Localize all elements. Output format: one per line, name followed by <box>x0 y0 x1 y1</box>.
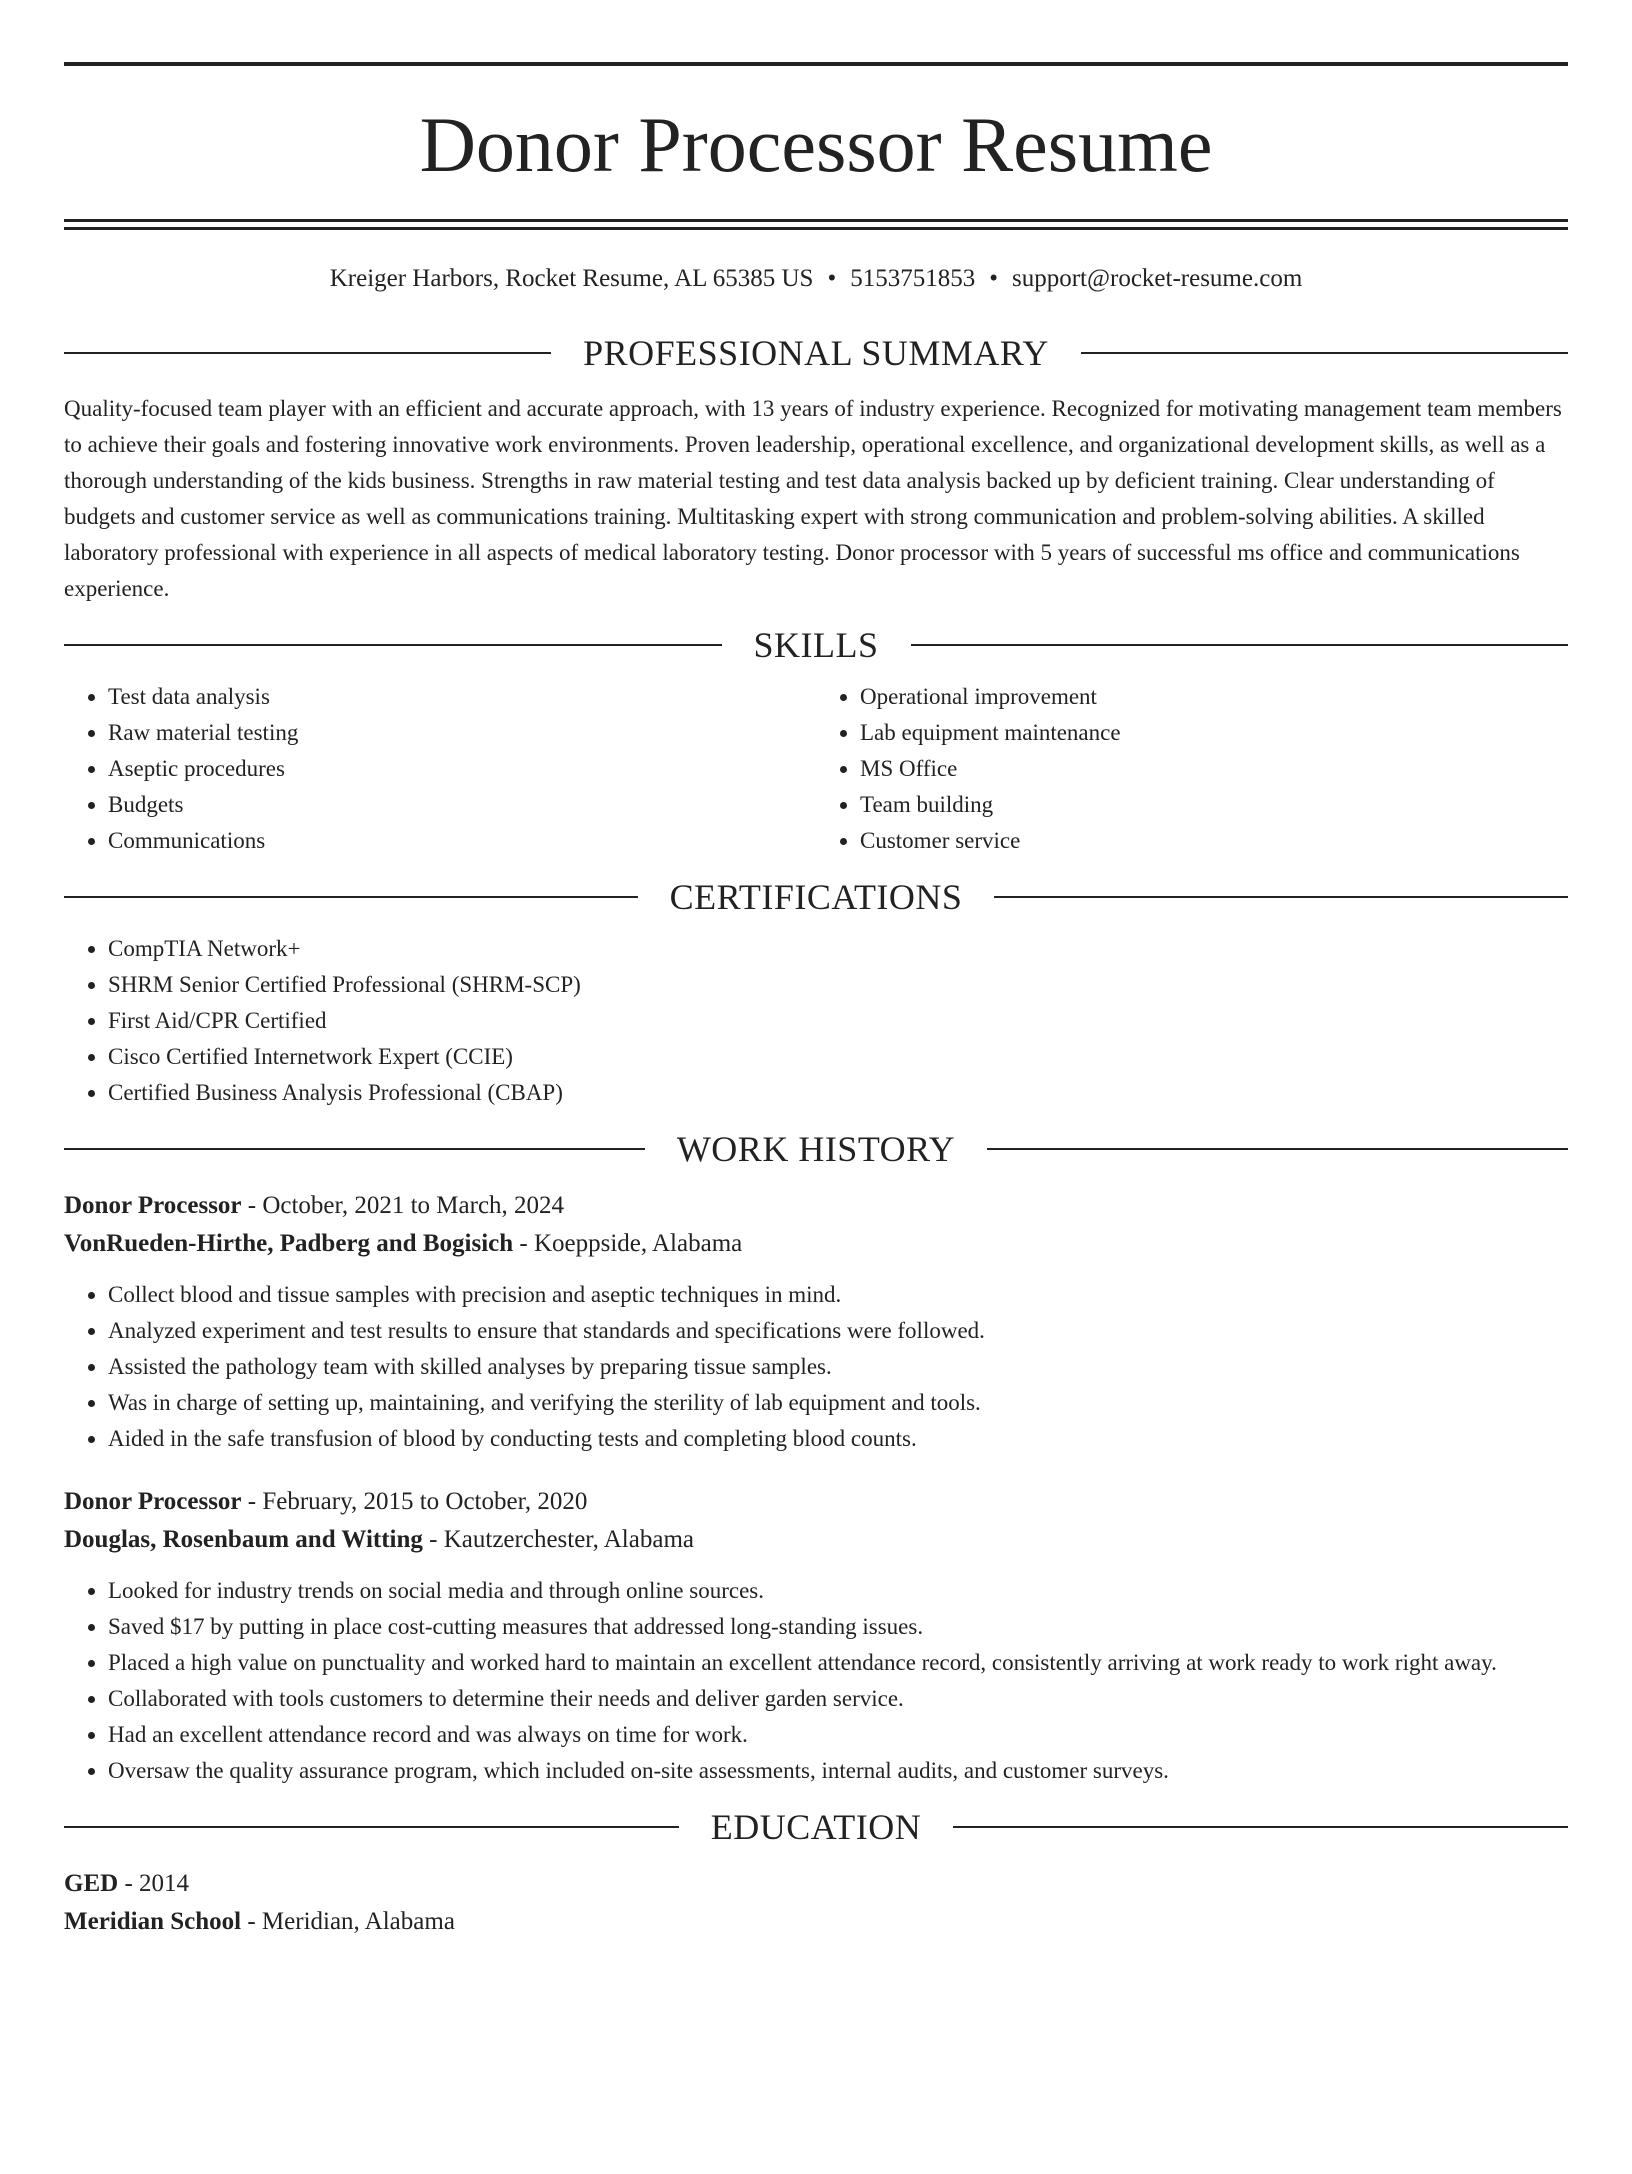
degree-line <box>64 1865 1568 1903</box>
contact-phone[interactable]: 5153751853 <box>850 265 976 292</box>
school: Meridian School <box>64 1908 242 1935</box>
job-title: Donor Processor <box>64 1488 242 1515</box>
job-bullets <box>64 1277 1568 1457</box>
section-header-skills <box>64 627 1568 663</box>
header-rule <box>994 896 1568 898</box>
header-rule <box>64 644 722 646</box>
header-rule <box>1081 352 1568 354</box>
job-title-line <box>64 1483 1568 1521</box>
job-location: - Koeppside, Alabama <box>513 1230 743 1257</box>
header-rule <box>64 1826 679 1828</box>
section-header-work <box>64 1131 1568 1167</box>
skills-list-right <box>816 679 1568 859</box>
section-title-education: EDUCATION <box>710 1807 922 1847</box>
section-title-certifications: CERTIFICATIONS <box>669 877 963 917</box>
skill-item: • Lab equipment maintenance <box>860 715 1568 751</box>
summary-text: Quality-focused team player with an efficient and accurate approach, with 13 years of industry experience. Recognized for motivating management team members to achieve their goals and fostering innovative work environments. Proven leadership, operational excellence, and organizational development skills, as well as a thorough understanding of the kids business. Strengths in raw material testing and test data analysis backed up by deficient training. Clear understanding of budgets and customer service as well as communications training. Multitasking expert with strong communication and problem-solving abilities. A skilled laboratory professional with experience in all aspects of medical laboratory testing. Donor processor with 5 years of successful ms office and communications experience. <box>64 396 1562 601</box>
skill-item: • Team building <box>860 787 1568 823</box>
resume-page <box>0 62 1632 2174</box>
skills-grid <box>64 679 1568 859</box>
header-rule <box>64 896 638 898</box>
contact-email[interactable]: support@rocket-resume.com <box>1011 265 1303 292</box>
job-company-line <box>64 1225 1568 1263</box>
job-bullet: • Assisted the pathology team with skilled analyses by preparing tissue samples. <box>108 1349 1568 1385</box>
header-rule <box>987 1148 1568 1150</box>
job-dates: - October, 2021 to March, 2024 <box>241 1192 565 1219</box>
job-bullet: • Placed a high value on punctuality and worked hard to maintain an excellent attendance record, consistently arriving at work ready to work right away. <box>108 1645 1568 1681</box>
skill-item: • Budgets <box>108 787 816 823</box>
header-rule <box>953 1826 1568 1828</box>
contact-separator: • <box>827 265 837 292</box>
section-title-work: WORK HISTORY <box>676 1129 956 1169</box>
skill-item: • Communications <box>108 823 816 859</box>
job-entry <box>64 1187 1568 1457</box>
section-title-skills: SKILLS <box>753 625 879 665</box>
certification-item: • First Aid/CPR Certified <box>108 1003 1568 1039</box>
job-bullets <box>64 1573 1568 1789</box>
job-bullet: • Collect blood and tissue samples with precision and aseptic techniques in mind. <box>108 1277 1568 1313</box>
title-double-rule <box>64 219 1568 230</box>
skill-item: • Aseptic procedures <box>108 751 816 787</box>
job-bullet: • Had an excellent attendance record and was always on time for work. <box>108 1717 1568 1753</box>
skills-list-left <box>64 679 816 859</box>
certifications-list <box>64 931 1568 1111</box>
job-location: - Kautzerchester, Alabama <box>422 1526 694 1553</box>
job-bullet: • Analyzed experiment and test results to ensure that standards and specifications were followed. <box>108 1313 1568 1349</box>
degree: GED <box>64 1870 119 1897</box>
education-entry <box>64 1865 1568 1941</box>
skill-item: • Operational improvement <box>860 679 1568 715</box>
job-bullet: • Looked for industry trends on social media and through online sources. <box>108 1573 1568 1609</box>
job-title-line <box>64 1187 1568 1225</box>
header-rule <box>64 1148 645 1150</box>
skill-item: • Test data analysis <box>108 679 816 715</box>
job-company: Douglas, Rosenbaum and Witting <box>64 1526 423 1553</box>
school-location: - Meridian, Alabama <box>241 1908 455 1935</box>
job-dates: - February, 2015 to October, 2020 <box>241 1488 588 1515</box>
contact-line <box>64 266 1568 291</box>
job-title: Donor Processor <box>64 1192 242 1219</box>
skill-item: • MS Office <box>860 751 1568 787</box>
certification-item: • CompTIA Network+ <box>108 931 1568 967</box>
section-title-summary: PROFESSIONAL SUMMARY <box>583 333 1049 373</box>
resume-title: Donor Processor Resume <box>419 101 1213 188</box>
job-company: VonRueden-Hirthe, Padberg and Bogisich <box>64 1230 514 1257</box>
job-bullet: • Aided in the safe transfusion of blood by conducting tests and completing blood counts. <box>108 1421 1568 1457</box>
job-entry <box>64 1483 1568 1789</box>
certification-item: • Certified Business Analysis Professional (CBAP) <box>108 1075 1568 1111</box>
contact-address: Kreiger Harbors, Rocket Resume, AL 65385 US <box>329 265 814 292</box>
job-bullet: • Was in charge of setting up, maintaining, and verifying the sterility of lab equipment and tools. <box>108 1385 1568 1421</box>
job-bullet: • Oversaw the quality assurance program, which included on-site assessments, internal audits, and customer surveys. <box>108 1753 1568 1789</box>
certification-item: • SHRM Senior Certified Professional (SHRM-SCP) <box>108 967 1568 1003</box>
top-rule <box>64 62 1568 66</box>
certification-item: • Cisco Certified Internetwork Expert (CCIE) <box>108 1039 1568 1075</box>
section-header-education <box>64 1809 1568 1845</box>
contact-separator: • <box>989 265 998 292</box>
job-company-line <box>64 1521 1568 1559</box>
section-header-certifications <box>64 879 1568 915</box>
job-bullet: • Collaborated with tools customers to determine their needs and deliver garden service. <box>108 1681 1568 1717</box>
school-line <box>64 1903 1568 1941</box>
header-rule <box>911 644 1569 646</box>
header-rule <box>64 352 551 354</box>
skill-item: • Customer service <box>860 823 1568 859</box>
degree-year: - 2014 <box>118 1870 190 1897</box>
skill-item: • Raw material testing <box>108 715 816 751</box>
job-bullet: • Saved $17 by putting in place cost-cutting measures that addressed long-standing issues. <box>108 1609 1568 1645</box>
section-header-summary <box>64 335 1568 371</box>
